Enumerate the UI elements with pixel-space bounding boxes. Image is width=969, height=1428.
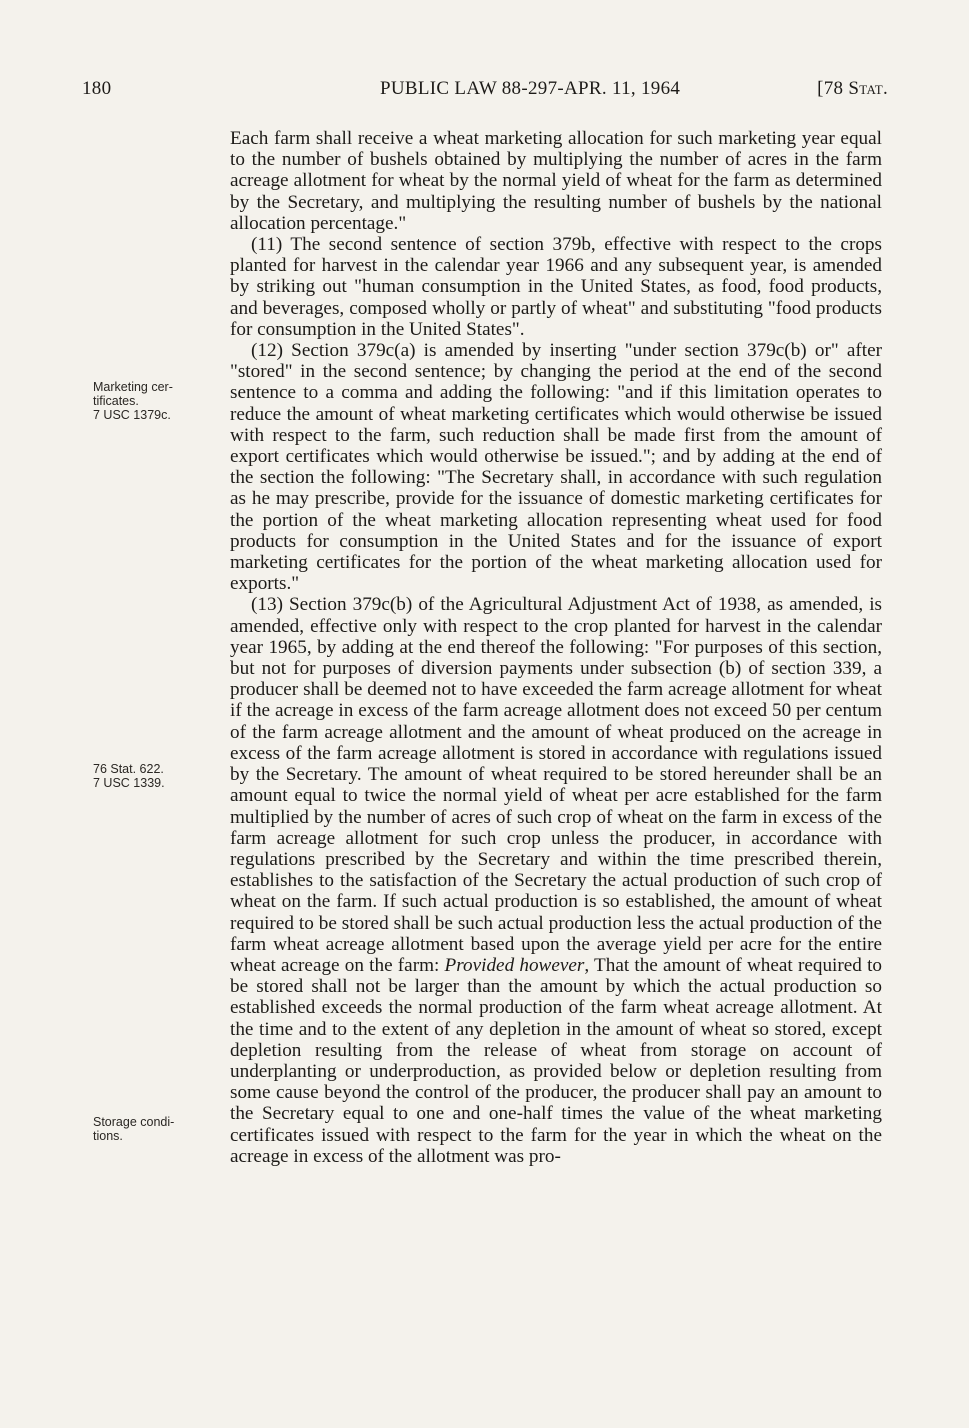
paragraph-13-text: (13) Section 379c(b) of the Agricultural Adjustment Act of 1938, as amended, is amended, effective only with respect to the crop planted for harvest in the calendar year 1965, by adding at the end thereof the following: "For purposes of this section, but not for purposes of diversion payments under subsection (b) of section 339, a producer shall be deemed not to have exceeded the farm acreage allotment for wheat if the acreage in excess of the farm acreage allotment does not exceed 50 per centum of the farm acreage allotment and the amount of wheat produced on the acreage in excess of the farm acreage allotment is stored in accordance with regulations issued by the Secretary. The amount of wheat required to be stored hereunder shall be an amount equal to twice the normal yield of wheat per acre established for the farm multiplied by the number of acres of such crop of wheat on the farm in excess of the farm acreage allotment for such crop unless the producer, in accordance with regulations prescribed by the Secretary and within the time prescribed therein, establishes to the satisfaction of the Secretary the actual production of such crop of wheat on the farm. If such actual production is so established, the amount of wheat required to be stored shall be such actual production less the actual production of the farm wheat acreage allotment based upon the average yield per acre for the entire wheat acreage on the farm:	[230, 594, 882, 976]
paragraph-13	[230, 594, 882, 1166]
margin-note-line: Marketing cer-	[93, 380, 173, 394]
paragraph-12: (12) Section 379c(a) is amended by inserting "under section 379c(b) or" after "stored" in the second sentence; by changing the period at the end of the second sentence to a comma and adding the following: "and if this limitation operates to reduce the amount of wheat marketing certificates which would otherwise be issued with respect to the farm, such reduction shall be made first from the amount of export certificates which would otherwise be issued."; and by adding at the end of the section the following: "The Secretary shall, in accordance with such regulation as he may prescribe, provide for the issuance of domestic marketing certificates for the portion of the wheat marketing allocation representing wheat used for food products for consumption in the United States and for the issuance of export marketing certificates for the portion of the wheat marketing allocation used for exports."	[230, 340, 882, 595]
margin-note-line: Storage condi-	[93, 1115, 175, 1129]
page-number: 180	[82, 78, 112, 99]
margin-note-line: tions.	[93, 1129, 123, 1143]
paragraph-11: (11) The second sentence of section 379b, effective with respect to the crops planted for harvest in the calendar year 1966 and any subsequent year, is amended by striking out "human consumption in the United States, as food, food products, and beverages, composed wholly or partly of wheat" and substituting "food products for consumption in the United States".	[230, 234, 882, 340]
statute-volume: [78	[817, 78, 849, 99]
statute-reference	[817, 78, 888, 100]
statute-word: Stat.	[848, 78, 888, 99]
margin-note-marketing-certificates	[93, 380, 213, 422]
margin-note-citation: 7 USC 1379c.	[93, 408, 171, 422]
margin-note-citation: 76 Stat. 622.	[93, 762, 164, 776]
running-title: PUBLIC LAW 88-297-APR. 11, 1964	[380, 78, 681, 99]
page-header	[82, 78, 888, 104]
paragraph-13-continuation: , That the amount of wheat required to be stored shall not be larger than the amount by which the actual production so established exceeds the normal production of the farm wheat acreage allotment. At the time and to the extent of any depletion in the amount of wheat so stored, except depletion resulting from the release of wheat from storage on account of underplanting or underproduction, as provided below or depletion resulting from some cause beyond the control of the producer, the producer shall pay an amount to the Secretary equal to one and one-half times the value of the wheat marketing certificates issued with respect to the farm for the year in which the wheat on the acreage in excess of the allotment was pro-	[230, 954, 882, 1167]
body-text	[230, 128, 882, 1167]
margin-note-citation: 7 USC 1339.	[93, 776, 165, 790]
margin-note-statute-citation	[93, 762, 213, 790]
margin-note-line: tificates.	[93, 394, 139, 408]
margin-note-storage-conditions	[93, 1115, 213, 1143]
proviso-phrase: Provided however	[444, 954, 585, 976]
paragraph-allocation: Each farm shall receive a wheat marketing allocation for such marketing year equal to the number of bushels obtained by multiplying the number of acres in the farm acreage allotment for wheat by the normal yield of wheat for the farm as determined by the Secretary, and multiplying the resulting number of bushels by the national allocation percentage."	[230, 128, 882, 234]
